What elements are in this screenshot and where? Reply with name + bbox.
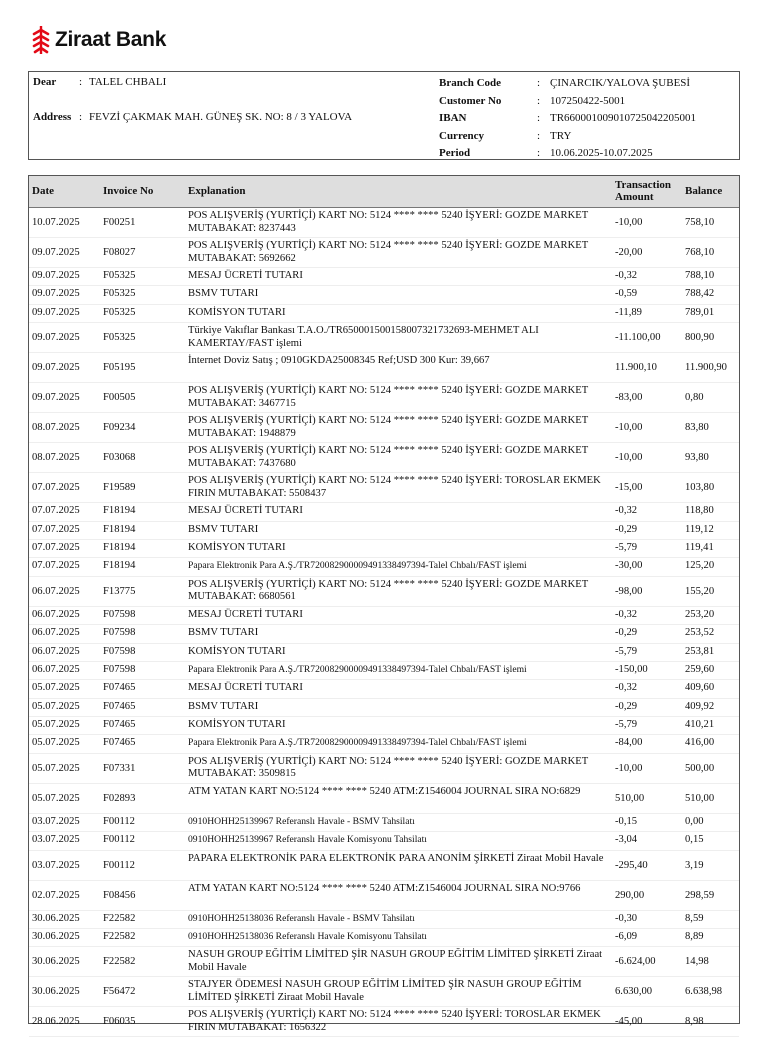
row-balance: 11.900,90 xyxy=(685,362,727,374)
row-amount: -83,00 xyxy=(615,392,643,404)
row-balance: 789,01 xyxy=(685,306,715,318)
row-amount: -10,00 xyxy=(615,217,643,228)
row-balance: 409,60 xyxy=(685,682,715,694)
row-invoice-no: F18194 xyxy=(103,523,136,535)
address-line: Address : FEVZİ ÇAKMAK MAH. GÜNEŞ SK. NO: 8 / 3 YALOVA xyxy=(33,111,353,123)
row-explanation: 0910HOHH25139967 Referanslı Havale - BSMV Tahsilatı xyxy=(188,815,415,827)
row-invoice-no: F00112 xyxy=(103,815,135,827)
table-row xyxy=(29,208,739,238)
row-invoice-no: F09234 xyxy=(103,422,136,434)
row-invoice-no: F22582 xyxy=(103,931,136,943)
row-date: 08.07.2025 xyxy=(32,422,80,434)
table-row xyxy=(29,814,739,832)
table-row xyxy=(29,268,739,286)
row-date: 09.07.2025 xyxy=(32,392,80,404)
row-date: 06.07.2025 xyxy=(32,645,80,657)
table-row xyxy=(29,323,739,353)
row-invoice-no: F00112 xyxy=(103,834,135,846)
row-invoice-no: F02893 xyxy=(103,792,136,804)
row-invoice-no: F03068 xyxy=(103,452,136,464)
row-balance: 14,98 xyxy=(685,956,709,968)
row-balance: 0,80 xyxy=(685,392,704,404)
table-row xyxy=(29,540,739,558)
row-date: 10.07.2025 xyxy=(32,217,80,228)
row-amount: -5,79 xyxy=(615,719,638,731)
row-invoice-no: F07465 xyxy=(103,737,136,749)
row-balance: 103,80 xyxy=(685,482,715,494)
row-explanation: ATM YATAN KART NO:5124 **** **** 5240 ATM:Z1546004 JOURNAL SIRA NO:6829 xyxy=(188,785,581,797)
row-date: 06.07.2025 xyxy=(32,585,80,597)
row-balance: 259,60 xyxy=(685,663,715,675)
row-explanation: POS ALIŞVERİŞ (YURTİÇİ) KART NO: 5124 **** **** 5240 İŞYERİ: GOZDE MARKET MUTABAKAT: 6680561 xyxy=(188,578,589,603)
row-explanation: BSMV TUTARI xyxy=(188,627,259,639)
row-invoice-no: F56472 xyxy=(103,986,136,998)
row-explanation: POS ALIŞVERİŞ (YURTİÇİ) KART NO: 5124 **** **** 5240 İŞYERİ: GOZDE MARKET MUTABAKAT: 3509815 xyxy=(188,755,589,780)
row-explanation: Papara Elektronik Para A.Ş./TR720082900009491338497394-Talel Chbalı/FAST işlemi xyxy=(188,560,527,572)
branch-code-value: ÇINARCIK/YALOVA ŞUBESİ xyxy=(550,77,691,89)
row-date: 06.07.2025 xyxy=(32,608,80,620)
row-date: 09.07.2025 xyxy=(32,288,80,300)
row-amount: -6,09 xyxy=(615,931,638,943)
row-balance: 253,20 xyxy=(685,608,715,620)
row-balance: 119,41 xyxy=(685,541,714,553)
row-amount: -30,00 xyxy=(615,560,643,572)
row-date: 07.07.2025 xyxy=(32,541,80,553)
row-explanation: Papara Elektronik Para A.Ş./TR720082900009491338497394-Talel Chbalı/FAST işlemi xyxy=(188,663,527,675)
table-row xyxy=(29,832,739,850)
row-invoice-no: F00251 xyxy=(103,217,136,228)
table-row xyxy=(29,784,739,814)
table-row xyxy=(29,353,739,383)
dear-label: Dear xyxy=(33,76,57,88)
row-date: 03.07.2025 xyxy=(32,815,80,827)
row-explanation: İnternet Doviz Satış ; 0910GKDA25008345 Ref;USD 300 Kur: 39,667 xyxy=(188,355,490,367)
header-amount: Transaction Amount xyxy=(615,179,672,203)
customer-info-box: Dear : TALEL CHBALI Address : FEVZİ ÇAKMAK MAH. GÜNEŞ SK. NO: 8 / 3 YALOVA Branch Code : ÇINARCIK/YALOVA ŞUBESİ Customer No : 107250422-5001 IBAN : TR660001009010725042205001 Currency : TRY Period : 10.06.2025-10.07.2025 xyxy=(28,71,740,160)
row-invoice-no: F05325 xyxy=(103,270,136,281)
row-explanation: 0910HOHH25138036 Referanslı Havale Komisyonu Tahsilatı xyxy=(188,931,427,943)
row-invoice-no: F18194 xyxy=(103,541,136,553)
row-invoice-no: F07598 xyxy=(103,627,136,639)
table-row xyxy=(29,717,739,735)
row-explanation: 0910HOHH25139967 Referanslı Havale Komisyonu Tahsilatı xyxy=(188,834,427,846)
row-balance: 768,10 xyxy=(685,247,715,258)
table-row xyxy=(29,644,739,662)
row-amount: -84,00 xyxy=(615,737,643,749)
row-date: 05.07.2025 xyxy=(32,719,80,731)
row-amount: -11.100,00 xyxy=(615,332,661,344)
row-date: 09.07.2025 xyxy=(32,247,80,258)
row-balance: 118,80 xyxy=(685,505,714,517)
row-invoice-no: F00505 xyxy=(103,392,136,404)
row-invoice-no: F22582 xyxy=(103,912,136,924)
row-date: 05.07.2025 xyxy=(32,682,80,694)
table-row xyxy=(29,699,739,717)
row-invoice-no: F05195 xyxy=(103,362,136,374)
row-balance: 800,90 xyxy=(685,332,715,344)
row-explanation: POS ALIŞVERİŞ (YURTİÇİ) KART NO: 5124 **** **** 5240 İŞYERİ: GOZDE MARKET MUTABAKAT: 3467715 xyxy=(188,385,589,409)
header-explanation: Explanation xyxy=(188,185,246,197)
row-balance: 0,00 xyxy=(685,815,704,827)
row-explanation: KOMİSYON TUTARI xyxy=(188,541,286,553)
row-balance: 253,52 xyxy=(685,627,715,639)
row-explanation: STAJYER ÖDEMESİ NASUH GROUP EĞİTİM LİMİTED ŞİR NASUH GROUP EĞİTİM LİMİTED ŞİRKETİ Ziraat Mobil Havale xyxy=(188,979,582,1003)
row-date: 05.07.2025 xyxy=(32,737,80,749)
dear-value: TALEL CHBALI xyxy=(89,76,167,88)
row-date: 07.07.2025 xyxy=(32,523,80,535)
row-date: 03.07.2025 xyxy=(32,834,80,846)
row-amount: -6.624,00 xyxy=(615,956,656,968)
row-amount: -0,32 xyxy=(615,505,638,517)
row-invoice-no: F07598 xyxy=(103,645,136,657)
table-row xyxy=(29,443,739,473)
row-balance: 155,20 xyxy=(685,585,715,597)
table-row xyxy=(29,929,739,947)
table-row xyxy=(29,735,739,753)
row-amount: -0,29 xyxy=(615,700,638,712)
row-balance: 410,21 xyxy=(685,719,715,731)
row-invoice-no: F07331 xyxy=(103,762,136,774)
table-row xyxy=(29,977,739,1007)
table-row xyxy=(29,851,739,881)
row-explanation: MESAJ ÜCRETİ TUTARI xyxy=(188,608,303,620)
row-explanation: MESAJ ÜCRETİ TUTARI xyxy=(188,270,303,281)
row-amount: 510,00 xyxy=(615,792,645,804)
customer-no-value: 107250422-5001 xyxy=(550,94,626,107)
row-amount: 6.630,00 xyxy=(615,986,653,998)
row-date: 28.06.2025 xyxy=(32,1016,80,1028)
row-balance: 758,10 xyxy=(685,217,715,228)
table-row xyxy=(29,947,739,977)
row-amount: -3,04 xyxy=(615,834,638,846)
row-balance: 8,98 xyxy=(685,1016,704,1028)
dear-line: Dear : TALEL CHBALI xyxy=(33,76,167,88)
row-amount: -11,89 xyxy=(615,306,642,318)
row-balance: 500,00 xyxy=(685,762,715,774)
row-date: 09.07.2025 xyxy=(32,270,80,281)
row-amount: -0,32 xyxy=(615,270,638,281)
table-row xyxy=(29,473,739,503)
row-explanation: NASUH GROUP EĞİTİM LİMİTED ŞİR NASUH GROUP EĞİTİM LİMİTED ŞİRKETİ Ziraat Mobil Havale xyxy=(188,949,603,973)
row-explanation: PAPARA ELEKTRONİK PARA ELEKTRONİK PARA ANONİM ŞİRKETİ Ziraat Mobil Havale xyxy=(188,852,604,864)
table-row xyxy=(29,881,739,911)
row-balance: 298,59 xyxy=(685,889,715,901)
row-invoice-no: F07465 xyxy=(103,719,136,731)
row-amount: -0,29 xyxy=(615,627,638,639)
header-date: Date xyxy=(32,185,54,197)
row-invoice-no: F08027 xyxy=(103,247,136,258)
table-row xyxy=(29,1007,739,1037)
row-balance: 409,92 xyxy=(685,700,715,712)
row-explanation: POS ALIŞVERİŞ (YURTİÇİ) KART NO: 5124 **** **** 5240 İŞYERİ: GOZDE MARKET MUTABAKAT: 1948879 xyxy=(188,415,589,439)
header-invoice: Invoice No xyxy=(103,185,154,197)
table-row xyxy=(29,305,739,323)
row-invoice-no: F13775 xyxy=(103,585,136,597)
row-balance: 8,59 xyxy=(685,912,704,924)
table-row xyxy=(29,577,739,607)
address-label: Address xyxy=(33,111,72,123)
row-balance: 253,81 xyxy=(685,645,715,657)
row-amount: -0,30 xyxy=(615,912,638,924)
row-amount: -45,00 xyxy=(615,1016,643,1028)
transactions-table xyxy=(28,175,740,1033)
row-explanation: POS ALIŞVERİŞ (YURTİÇİ) KART NO: 5124 **** **** 5240 İŞYERİ: GOZDE MARKET MUTABAKAT: 8237443 xyxy=(188,210,589,234)
iban-value: TR660001009010725042205001 xyxy=(550,112,697,124)
row-date: 07.07.2025 xyxy=(32,560,80,572)
row-amount: -5,79 xyxy=(615,645,638,657)
address-value: FEVZİ ÇAKMAK MAH. GÜNEŞ SK. NO: 8 / 3 YALOVA xyxy=(89,111,353,123)
row-date: 09.07.2025 xyxy=(32,362,80,374)
row-amount: -0,59 xyxy=(615,288,638,300)
row-date: 30.06.2025 xyxy=(32,931,80,943)
row-explanation: POS ALIŞVERİŞ (YURTİÇİ) KART NO: 5124 **** **** 5240 İŞYERİ: TOROSLAR EKMEK FIRIN MUTABAKAT: 1656322 xyxy=(188,1009,601,1033)
row-explanation: BSMV TUTARI xyxy=(188,700,259,712)
row-balance: 6.638,98 xyxy=(685,986,723,998)
row-amount: -150,00 xyxy=(615,663,648,675)
row-amount: -10,00 xyxy=(615,452,643,464)
row-balance: 3,19 xyxy=(685,859,704,871)
table-row xyxy=(29,383,739,413)
row-invoice-no: F18194 xyxy=(103,560,136,572)
row-invoice-no: F07465 xyxy=(103,700,136,712)
row-amount: -5,79 xyxy=(615,541,638,553)
row-explanation: MESAJ ÜCRETİ TUTARI xyxy=(188,682,303,694)
row-date: 06.07.2025 xyxy=(32,663,80,675)
table-row xyxy=(29,503,739,521)
row-invoice-no: F08456 xyxy=(103,889,136,901)
row-amount: 11.900,10 xyxy=(615,362,657,374)
row-explanation: MESAJ ÜCRETİ TUTARI xyxy=(188,505,303,517)
row-amount: -0,15 xyxy=(615,815,638,827)
row-amount: 290,00 xyxy=(615,889,645,901)
row-amount: -15,00 xyxy=(615,482,643,494)
row-balance: 788,42 xyxy=(685,288,715,300)
row-invoice-no: F19589 xyxy=(103,482,136,494)
row-invoice-no: F07465 xyxy=(103,682,136,694)
row-amount: -98,00 xyxy=(615,585,643,597)
row-explanation: KOMİSYON TUTARI xyxy=(188,645,286,657)
row-date: 05.07.2025 xyxy=(32,792,80,804)
row-balance: 8,89 xyxy=(685,931,704,943)
row-explanation: POS ALIŞVERİŞ (YURTİÇİ) KART NO: 5124 **** **** 5240 İŞYERİ: TOROSLAR EKMEK FIRIN MUTABAKAT: 5508437 xyxy=(188,475,601,499)
row-date: 06.07.2025 xyxy=(32,627,80,639)
header-balance: Balance xyxy=(685,185,723,197)
row-amount: -0,32 xyxy=(615,682,638,694)
row-invoice-no: F07598 xyxy=(103,608,136,620)
table-row xyxy=(29,558,739,576)
row-explanation: 0910HOHH25138036 Referanslı Havale - BSMV Tahsilatı xyxy=(188,912,415,924)
row-date: 09.07.2025 xyxy=(32,306,80,318)
row-balance: 83,80 xyxy=(685,422,709,434)
row-invoice-no: F18194 xyxy=(103,505,136,517)
row-invoice-no: F22582 xyxy=(103,956,136,968)
row-date: 02.07.2025 xyxy=(32,889,80,901)
row-balance: 788,10 xyxy=(685,270,715,281)
table-row xyxy=(29,625,739,643)
table-row xyxy=(29,662,739,680)
row-balance: 119,12 xyxy=(685,523,714,535)
row-amount: -0,32 xyxy=(615,608,638,620)
row-explanation: Papara Elektronik Para A.Ş./TR720082900009491338497394-Talel Chbalı/FAST işlemi xyxy=(188,737,527,749)
row-balance: 0,15 xyxy=(685,834,704,846)
row-date: 03.07.2025 xyxy=(32,859,80,871)
bank-name: Ziraat Bank xyxy=(55,28,167,51)
ziraat-wheat-icon xyxy=(31,25,51,55)
row-explanation: Türkiye Vakıflar Bankası T.A.O./TR650001500158007321732693-MEHMET ALI KAMERTAY/FAST işlemi xyxy=(188,325,539,349)
row-date: 09.07.2025 xyxy=(32,332,80,344)
table-row xyxy=(29,522,739,540)
row-date: 05.07.2025 xyxy=(32,700,80,712)
table-row xyxy=(29,286,739,304)
row-date: 30.06.2025 xyxy=(32,956,80,968)
table-row xyxy=(29,413,739,443)
table-row xyxy=(29,680,739,698)
row-invoice-no: F00112 xyxy=(103,859,135,871)
row-amount: -295,40 xyxy=(615,859,648,871)
table-row xyxy=(29,238,739,268)
row-balance: 93,80 xyxy=(685,452,709,464)
row-explanation: ATM YATAN KART NO:5124 **** **** 5240 ATM:Z1546004 JOURNAL SIRA NO:9766 xyxy=(188,882,581,894)
row-invoice-no: F05325 xyxy=(103,332,136,344)
row-balance: 416,00 xyxy=(685,737,715,749)
currency-value: TRY xyxy=(550,129,572,142)
row-explanation: BSMV TUTARI xyxy=(188,288,259,300)
period-value: 10.06.2025-10.07.2025 xyxy=(550,147,653,159)
table-row xyxy=(29,911,739,929)
row-date: 30.06.2025 xyxy=(32,986,80,998)
row-amount: -10,00 xyxy=(615,762,643,774)
row-invoice-no: F06035 xyxy=(103,1016,136,1028)
row-date: 30.06.2025 xyxy=(32,912,80,924)
row-date: 05.07.2025 xyxy=(32,762,80,774)
row-explanation: BSMV TUTARI xyxy=(188,523,259,535)
row-date: 07.07.2025 xyxy=(32,505,80,517)
row-explanation: POS ALIŞVERİŞ (YURTİÇİ) KART NO: 5124 **** **** 5240 İŞYERİ: GOZDE MARKET MUTABAKAT: 5692662 xyxy=(188,240,589,264)
row-balance: 510,00 xyxy=(685,792,715,804)
row-balance: 125,20 xyxy=(685,560,715,572)
row-invoice-no: F05325 xyxy=(103,306,136,318)
table-header xyxy=(29,176,739,208)
row-amount: -0,29 xyxy=(615,523,638,535)
row-invoice-no: F07598 xyxy=(103,663,136,675)
table-body xyxy=(29,208,739,1037)
row-amount: -20,00 xyxy=(615,247,643,258)
table-row xyxy=(29,754,739,784)
table-row xyxy=(29,607,739,625)
row-explanation: POS ALIŞVERİŞ (YURTİÇİ) KART NO: 5124 **** **** 5240 İŞYERİ: GOZDE MARKET MUTABAKAT: 7437680 xyxy=(188,445,589,469)
row-date: 08.07.2025 xyxy=(32,452,80,464)
row-amount: -10,00 xyxy=(615,422,643,434)
row-invoice-no: F05325 xyxy=(103,288,136,300)
bank-logo xyxy=(31,24,166,56)
row-date: 07.07.2025 xyxy=(32,482,80,494)
row-explanation: KOMİSYON TUTARI xyxy=(188,306,286,318)
row-explanation: KOMİSYON TUTARI xyxy=(188,719,286,731)
